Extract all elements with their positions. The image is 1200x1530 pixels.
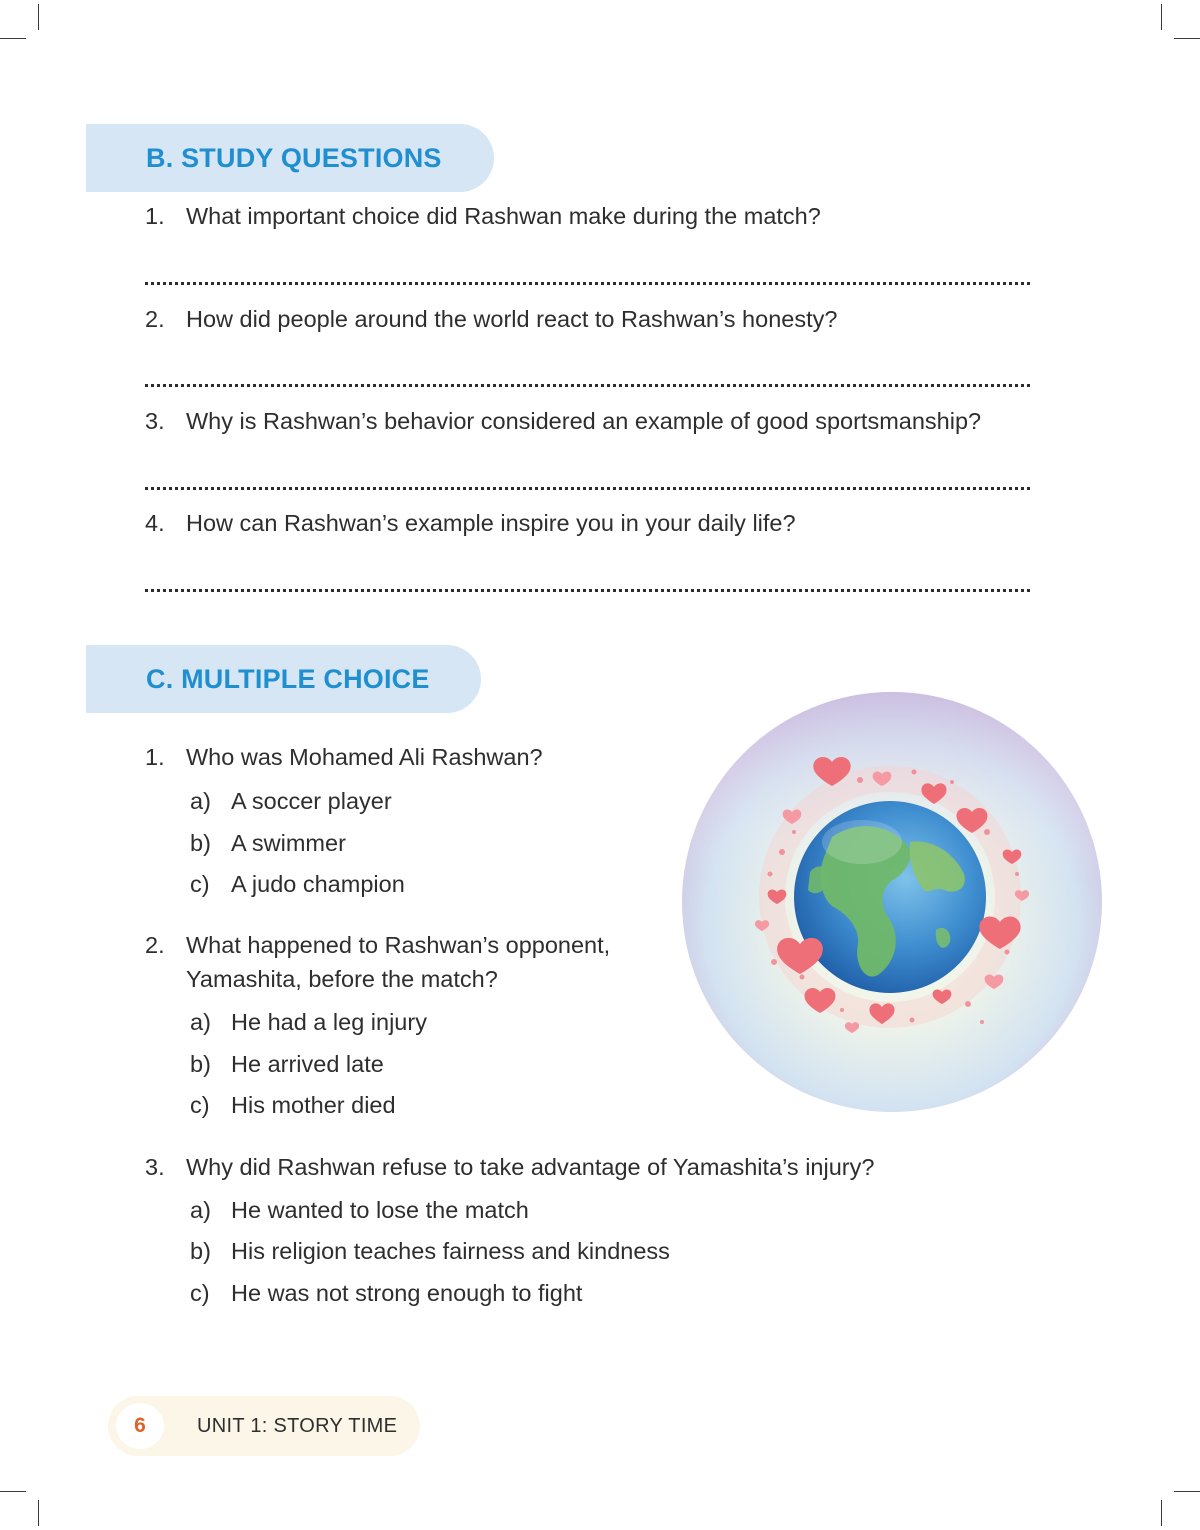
mc-option[interactable] [190, 867, 405, 901]
footer [108, 1396, 420, 1456]
study-question-3 [145, 404, 981, 438]
option-text: A swimmer [231, 830, 346, 856]
option-letter: c) [190, 871, 210, 897]
crop-mark [38, 1500, 39, 1526]
option-text: A soccer player [231, 788, 392, 814]
mc-option[interactable] [190, 1276, 582, 1310]
question-number: 3. [145, 408, 165, 434]
mc-option[interactable] [190, 1193, 529, 1227]
option-letter: c) [190, 1280, 210, 1306]
mc-option[interactable] [190, 1234, 670, 1268]
mc-question-3 [145, 1150, 874, 1184]
question-number: 2. [145, 306, 165, 332]
crop-mark [0, 1491, 26, 1492]
option-letter: a) [190, 1009, 211, 1035]
unit-label: UNIT 1: STORY TIME [197, 1415, 398, 1437]
study-question-1 [145, 199, 821, 233]
option-text: He was not strong enough to fight [231, 1280, 583, 1306]
mc-option[interactable] [190, 784, 392, 818]
option-text: His mother died [231, 1092, 396, 1118]
answer-line-4[interactable] [145, 589, 1030, 592]
option-text: His religion teaches fairness and kindness [231, 1238, 670, 1264]
question-text: How did people around the world react to Rashwan’s honesty? [186, 306, 838, 332]
section-b-header [86, 124, 494, 192]
question-number: 1. [145, 744, 165, 770]
crop-mark [0, 38, 26, 39]
mc-question-1 [145, 740, 543, 774]
answer-line-2[interactable] [145, 384, 1030, 387]
globe-with-hearts-icon [682, 692, 1102, 1112]
crop-mark [1174, 1491, 1200, 1492]
question-text: Who was Mohamed Ali Rashwan? [186, 744, 543, 770]
page-number: 6 [116, 1403, 164, 1449]
question-number: 2. [145, 932, 165, 958]
answer-line-1[interactable] [145, 282, 1030, 285]
crop-mark [38, 4, 39, 30]
option-letter: a) [190, 1197, 211, 1223]
question-text: Why is Rashwan’s behavior considered an example of good sportsmanship? [186, 408, 982, 434]
question-text: What important choice did Rashwan make during the match? [186, 203, 821, 229]
section-c-title: C. MULTIPLE CHOICE [146, 663, 430, 694]
mc-option[interactable] [190, 1047, 384, 1081]
question-text-line1: What happened to Rashwan’s opponent, [186, 932, 611, 958]
section-b-title: B. STUDY QUESTIONS [146, 142, 442, 173]
crop-mark [1161, 4, 1162, 30]
study-question-2 [145, 302, 837, 336]
mc-option[interactable] [190, 1005, 427, 1039]
answer-line-3[interactable] [145, 487, 1030, 490]
question-number: 3. [145, 1154, 165, 1180]
question-number: 1. [145, 203, 165, 229]
option-text: He arrived late [231, 1051, 384, 1077]
option-letter: b) [190, 1051, 211, 1077]
mc-option[interactable] [190, 1088, 396, 1122]
crop-mark [1174, 38, 1200, 39]
option-text: He wanted to lose the match [231, 1197, 529, 1223]
question-number: 4. [145, 510, 165, 536]
section-c-header [86, 645, 481, 713]
option-letter: b) [190, 1238, 211, 1264]
option-text: He had a leg injury [231, 1009, 427, 1035]
option-letter: a) [190, 788, 211, 814]
mc-question-2 [145, 928, 610, 996]
crop-mark [1161, 1500, 1162, 1526]
question-text: How can Rashwan’s example inspire you in your daily life? [186, 510, 796, 536]
question-text: Why did Rashwan refuse to take advantage of Yamashita’s injury? [186, 1154, 875, 1180]
question-text-line2: Yamashita, before the match? [186, 966, 498, 992]
option-text: A judo champion [231, 871, 405, 897]
study-question-4 [145, 506, 796, 540]
mc-option[interactable] [190, 826, 346, 860]
option-letter: b) [190, 830, 211, 856]
option-letter: c) [190, 1092, 210, 1118]
